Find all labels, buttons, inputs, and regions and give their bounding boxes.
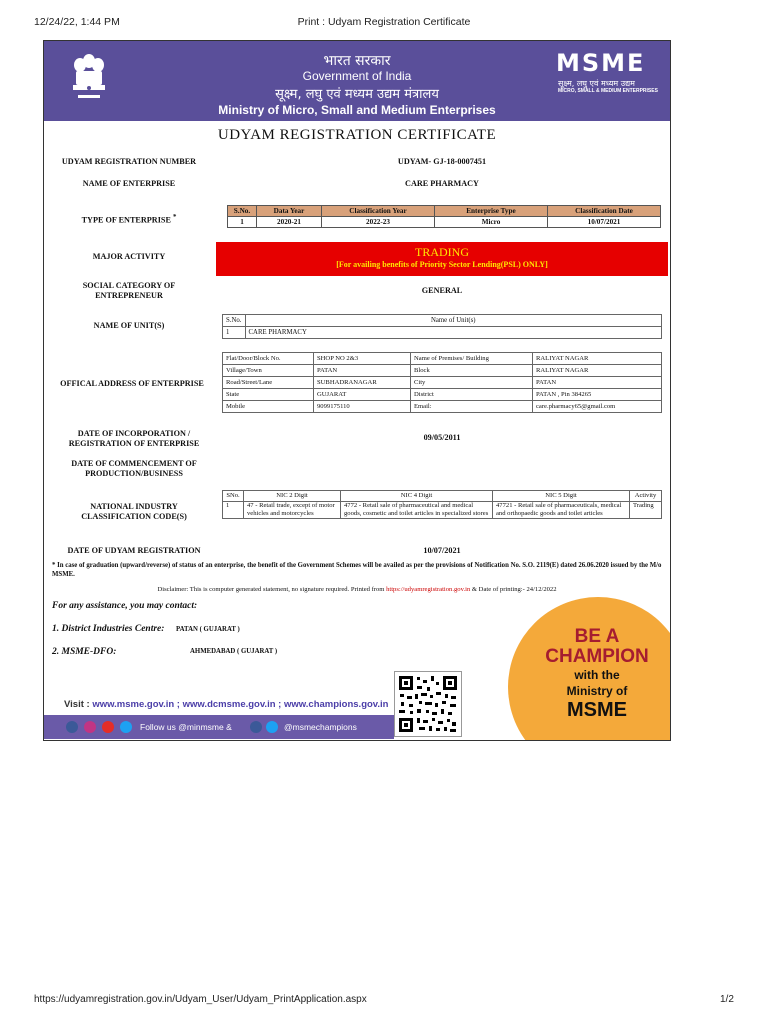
enterprise-name: CARE PHARMACY bbox=[405, 179, 479, 188]
government-of-india: Government of India bbox=[302, 69, 412, 83]
table-cell: 4772 - Retail sale of pharmaceutical and medical goods, cosmetic and toilet articles in specialized stores bbox=[341, 502, 493, 519]
table-header-cell: Classification Date bbox=[548, 206, 661, 217]
msme-logo-english: MICRO, SMALL & MEDIUM ENTERPRISES bbox=[558, 88, 658, 94]
table-cell: Road/Street/Lane bbox=[223, 377, 314, 389]
table-header-cell: NIC 2 Digit bbox=[244, 491, 341, 502]
social-category: GENERAL bbox=[421, 286, 463, 295]
reg-number-label: UDYAM REGISTRATION NUMBER bbox=[61, 157, 197, 166]
champion-line: with the bbox=[574, 668, 620, 682]
table-cell: CARE PHARMACY bbox=[245, 327, 662, 339]
table-cell: Flat/Door/Block No. bbox=[223, 353, 314, 365]
table-cell: 1 bbox=[228, 217, 257, 228]
print-datetime: 12/24/22, 1:44 PM bbox=[34, 16, 120, 28]
champion-line: MSME bbox=[567, 699, 627, 721]
instagram-icon[interactable] bbox=[84, 721, 96, 733]
disclaimer-date: & Date of printing:- 24/12/2022 bbox=[471, 586, 557, 593]
table-cell: 9099175110 bbox=[314, 401, 411, 413]
table-row bbox=[223, 389, 662, 401]
table-cell: City bbox=[411, 377, 533, 389]
incorporation-label bbox=[54, 429, 214, 449]
social-category-label-line: SOCIAL CATEGORY OF bbox=[82, 281, 176, 290]
visit-label: Visit : bbox=[64, 699, 90, 710]
table-cell: RALIYAT NAGAR bbox=[533, 365, 662, 377]
hindi-government: भारत सरकार bbox=[323, 53, 391, 69]
table-row bbox=[223, 353, 662, 365]
print-page-number: 1/2 bbox=[720, 994, 734, 1005]
follow-champions: @msmechampions bbox=[284, 722, 357, 732]
table-row bbox=[223, 365, 662, 377]
social-category-label bbox=[54, 281, 204, 301]
udyam-date-label: DATE OF UDYAM REGISTRATION bbox=[67, 546, 201, 555]
table-row bbox=[223, 327, 662, 339]
type-label-text: TYPE OF ENTERPRISE bbox=[81, 215, 171, 225]
contact-dfo-label: 2. MSME-DFO: bbox=[52, 647, 117, 657]
table-cell: 1 bbox=[223, 327, 246, 339]
major-activity-note: [For availing benefits of Priority Sector Lending(PSL) ONLY] bbox=[336, 260, 548, 269]
units-label: NAME OF UNIT(S) bbox=[93, 321, 165, 330]
major-activity-box bbox=[216, 242, 668, 276]
facebook-icon-2[interactable] bbox=[250, 721, 262, 733]
print-url: https://udyamregistration.gov.in/Udyam_User/Udyam_PrintApplication.aspx bbox=[34, 994, 367, 1005]
incorporation-label-line: DATE OF INCORPORATION / bbox=[77, 429, 191, 438]
table-cell: SUBHADRANAGAR bbox=[314, 377, 411, 389]
table-header-cell: Enterprise Type bbox=[435, 206, 548, 217]
table-row bbox=[223, 377, 662, 389]
table-cell: Micro bbox=[435, 217, 548, 228]
table-cell: Name of Premises/ Building bbox=[411, 353, 533, 365]
table-row bbox=[228, 217, 661, 228]
graduation-note: * In case of graduation (upward/reverse) of status of an enterprise, the benefit of the Government Schemes will be availed as per the provisions of Notification No. S.O. 2119(E) dated 26.06.2020 issued by the M/o MSME. bbox=[52, 562, 662, 578]
commencement-label bbox=[54, 459, 214, 479]
follow-minmsme: Follow us @minmsme & bbox=[140, 722, 232, 732]
contact-dfo-value: AHMEDABAD ( GUJARAT ) bbox=[190, 648, 278, 655]
twitter-icon[interactable] bbox=[120, 721, 132, 733]
msme-logo: MSME bbox=[556, 49, 646, 77]
incorporation-date: 09/05/2011 bbox=[423, 433, 461, 442]
type-label bbox=[54, 213, 204, 226]
disclaimer bbox=[44, 586, 670, 593]
address-table bbox=[222, 352, 662, 413]
table-header-cell: NIC 4 Digit bbox=[341, 491, 493, 502]
table-cell: PATAN bbox=[314, 365, 411, 377]
hindi-ministry: सूक्ष्म, लघु एवं मध्यम उद्यम मंत्रालय bbox=[275, 87, 439, 102]
table-cell: 2020-21 bbox=[257, 217, 322, 228]
youtube-icon[interactable] bbox=[102, 721, 114, 733]
reg-number: UDYAM- GJ-18-0007451 bbox=[397, 157, 487, 166]
disclaimer-link[interactable]: https://udyamregistration.gov.in bbox=[386, 586, 471, 593]
table-header-row bbox=[223, 491, 662, 502]
champion-line: Ministry of bbox=[566, 684, 628, 698]
nic-table bbox=[222, 490, 662, 519]
table-cell: RALIYAT NAGAR bbox=[533, 353, 662, 365]
ministry-name: Ministry of Micro, Small and Medium Enterprises bbox=[218, 103, 496, 117]
udyam-date: 10/07/2021 bbox=[423, 546, 461, 555]
table-cell: GUJARAT bbox=[314, 389, 411, 401]
table-cell: PATAN , Pin 384265 bbox=[533, 389, 662, 401]
table-header-row bbox=[228, 206, 661, 217]
nic-label-line: NATIONAL INDUSTRY bbox=[90, 502, 178, 511]
major-activity: TRADING bbox=[415, 245, 469, 259]
table-cell: Email: bbox=[411, 401, 533, 413]
table-header-cell: Name of Unit(s) bbox=[245, 315, 662, 327]
table-header-cell: Activity bbox=[630, 491, 662, 502]
table-cell: District bbox=[411, 389, 533, 401]
commencement-label-line: PRODUCTION/BUSINESS bbox=[85, 469, 183, 478]
table-cell: 10/07/2021 bbox=[548, 217, 661, 228]
table-header-row bbox=[223, 315, 662, 327]
table-header-cell: NIC 5 Digit bbox=[493, 491, 630, 502]
facebook-icon[interactable] bbox=[66, 721, 78, 733]
table-cell: Mobile bbox=[223, 401, 314, 413]
contact-dic-label: 1. District Industries Centre: bbox=[52, 624, 165, 634]
champion-line: CHAMPION bbox=[545, 646, 649, 667]
twitter-icon-2[interactable] bbox=[266, 721, 278, 733]
table-cell: Block bbox=[411, 365, 533, 377]
disclaimer-text: Disclaimer: This is computer generated statement, no signature required. Printed from bbox=[157, 586, 385, 593]
qr-code-icon bbox=[394, 671, 462, 737]
nic-label bbox=[54, 502, 214, 522]
major-activity-label: MAJOR ACTIVITY bbox=[92, 252, 166, 261]
table-cell: care.pharmacy65@gmail.com bbox=[533, 401, 662, 413]
table-row bbox=[223, 502, 662, 519]
table-header-cell: SNo. bbox=[223, 491, 244, 502]
msme-logo-hindi: सूक्ष्म, लघु एवं मध्यम उद्यम bbox=[558, 79, 635, 88]
champion-line: BE A bbox=[574, 626, 620, 647]
print-title: Print : Udyam Registration Certificate bbox=[297, 16, 471, 28]
certificate bbox=[43, 40, 671, 741]
enterprise-name-label: NAME OF ENTERPRISE bbox=[82, 179, 176, 188]
table-row bbox=[223, 401, 662, 413]
type-label-star: * bbox=[172, 214, 177, 221]
address-label: OFFICAL ADDRESS OF ENTERPRISE bbox=[60, 379, 204, 388]
social-category-label-line: ENTREPRENEUR bbox=[95, 291, 163, 300]
visit-links bbox=[64, 699, 388, 710]
commencement-label-line: DATE OF COMMENCEMENT OF bbox=[71, 459, 197, 468]
table-cell: Village/Town bbox=[223, 365, 314, 377]
champion-text bbox=[522, 627, 671, 721]
table-cell: 47 - Retail trade, except of motor vehicles and motorcycles bbox=[244, 502, 341, 519]
type-table bbox=[227, 205, 661, 228]
certificate-title: UDYAM REGISTRATION CERTIFICATE bbox=[217, 127, 497, 143]
table-header-cell: Classification Year bbox=[322, 206, 435, 217]
table-header-cell: Data Year bbox=[257, 206, 322, 217]
table-cell: SHOP NO 2&3 bbox=[314, 353, 411, 365]
table-cell: Trading bbox=[630, 502, 662, 519]
units-table bbox=[222, 314, 662, 339]
table-cell: 1 bbox=[223, 502, 244, 519]
incorporation-label-line: REGISTRATION OF ENTERPRISE bbox=[68, 439, 200, 448]
table-cell: PATAN bbox=[533, 377, 662, 389]
contact-dic-value: PATAN ( GUJARAT ) bbox=[176, 626, 240, 633]
table-header-cell: S.No. bbox=[223, 315, 246, 327]
table-cell: 47721 - Retail sale of pharmaceuticals, medical and orthopaedic goods and toilet articles bbox=[493, 502, 630, 519]
nic-label-line: CLASSIFICATION CODE(S) bbox=[81, 512, 187, 521]
table-header-cell: S.No. bbox=[228, 206, 257, 217]
assistance-heading: For any assistance, you may contact: bbox=[52, 601, 198, 611]
table-cell: 2022-23 bbox=[322, 217, 435, 228]
visit-urls[interactable]: www.msme.gov.in ; www.dcmsme.gov.in ; www.champions.gov.in bbox=[92, 699, 389, 710]
table-cell: State bbox=[223, 389, 314, 401]
